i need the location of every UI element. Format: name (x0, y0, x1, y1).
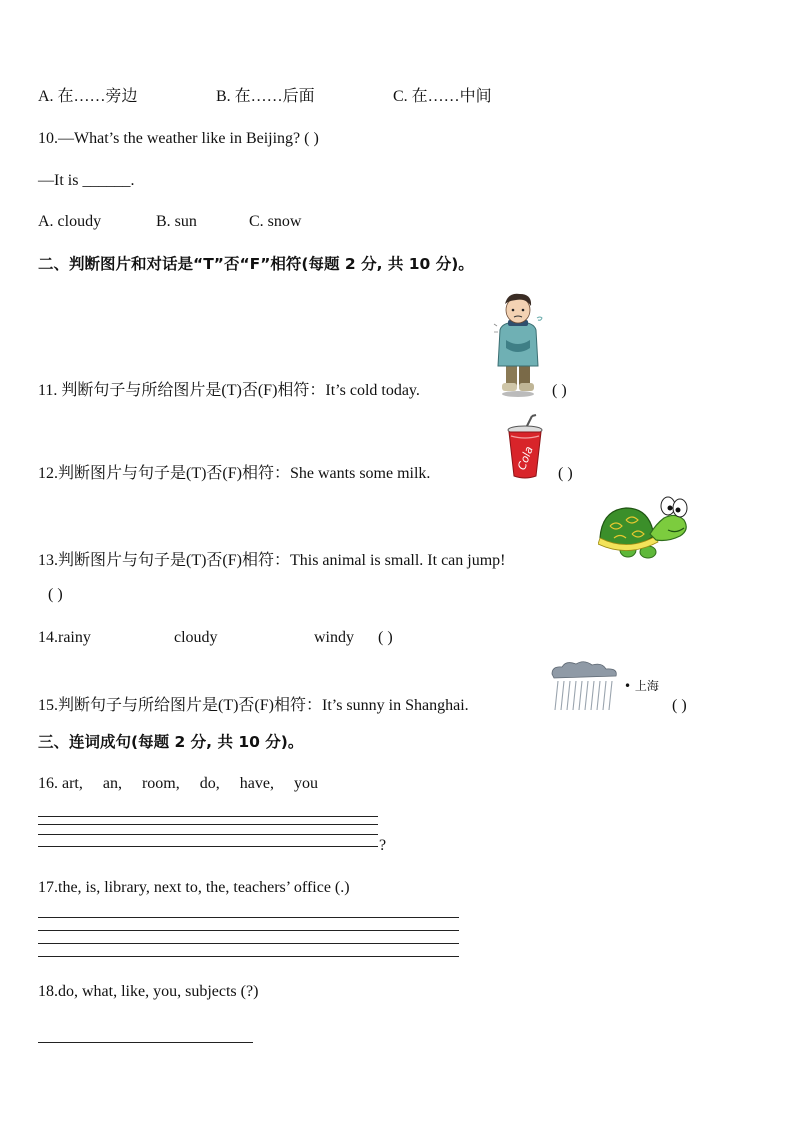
q12-text: 12.判断图片与句子是(T)否(F)相符：She wants some milk. (38, 465, 431, 482)
q10-option-b: B. sun (156, 213, 197, 230)
section3-heading: 三、连词成句(每题 2 分, 共 10 分)。 (38, 733, 304, 751)
cola-cup-label: Cola (515, 444, 536, 472)
q16-answer-line[interactable] (38, 834, 378, 835)
q15-answer-paren[interactable]: ( ) (672, 697, 687, 714)
q9-option-a: A. 在……旁边 (38, 88, 138, 105)
q14-word-windy: windy (314, 629, 354, 646)
q14-word-cloudy: cloudy (174, 629, 218, 646)
q18-answer-line[interactable] (38, 1042, 253, 1043)
q16-answer-line[interactable] (38, 816, 378, 817)
q17-answer-line[interactable] (38, 917, 459, 918)
q9-option-c: C. 在……中间 (393, 88, 492, 105)
cola-cup-illustration (504, 414, 546, 480)
q15-map-label: • 上海 (624, 679, 659, 693)
q15-text: 15.判断句子与所给图片是(T)否(F)相符：It’s sunny in Shanghai. (38, 697, 469, 714)
q17-answer-line[interactable] (38, 956, 459, 957)
q10-option-a: A. cloudy (38, 213, 102, 230)
q18-words: 18.do, what, like, you, subjects (?) (38, 983, 259, 1000)
q17-words: 17.the, is, library, next to, the, teachers’ office (.) (38, 879, 350, 896)
q17-answer-line[interactable] (38, 943, 459, 944)
q14-word-rainy: 14.rainy (38, 629, 91, 646)
cold-boy-illustration (490, 290, 548, 398)
q11-text: 11. 判断句子与所给图片是(T)否(F)相符：It’s cold today. (38, 382, 420, 399)
q13-answer-paren[interactable]: ( ) (48, 586, 63, 603)
q14-answer-paren[interactable]: ( ) (378, 629, 393, 646)
q10-answer-line: —It is ______. (38, 172, 135, 189)
q16-answer-line[interactable] (38, 846, 378, 847)
q16-end-mark: ? (379, 837, 387, 854)
q16-answer-line[interactable] (38, 824, 378, 825)
q10-option-c: C. snow (249, 213, 302, 230)
turtle-illustration (598, 494, 690, 568)
rain-cloud-icon (548, 660, 622, 714)
q17-answer-line[interactable] (38, 930, 459, 931)
q16-words: 16. art, an, room, do, have, you (38, 775, 318, 792)
q12-answer-paren[interactable]: ( ) (558, 465, 573, 482)
q11-answer-paren[interactable]: ( ) (552, 382, 567, 399)
q10-question: 10.—What’s the weather like in Beijing? ( ) (38, 130, 319, 147)
q13-text: 13.判断图片与句子是(T)否(F)相符：This animal is small. It can jump! (38, 552, 506, 569)
q9-option-b: B. 在……后面 (216, 88, 315, 105)
section2-heading: 二、判断图片和对话是“T”否“F”相符(每题 2 分, 共 10 分)。 (38, 255, 474, 273)
